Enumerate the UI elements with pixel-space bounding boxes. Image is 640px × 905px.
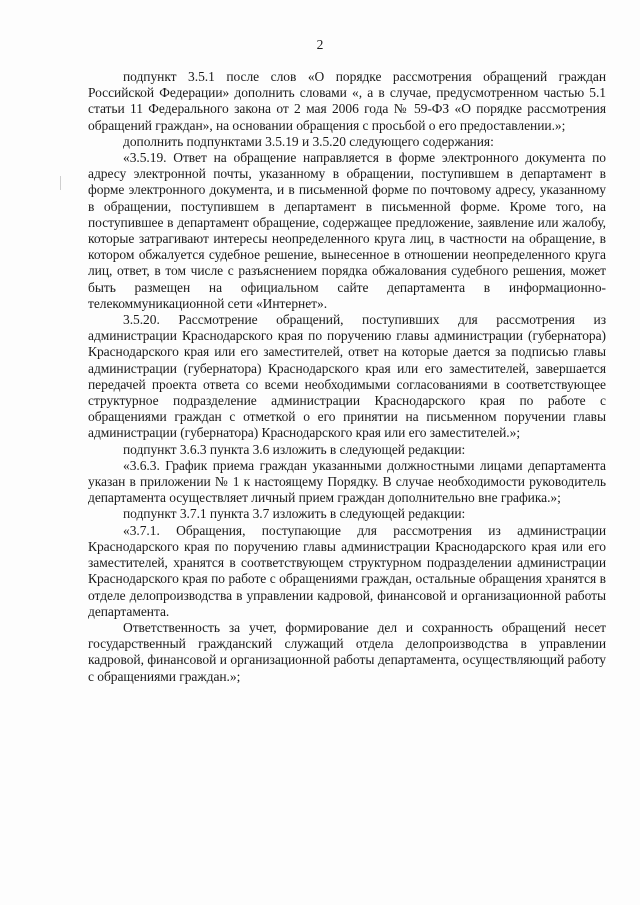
paragraph-responsibility: Ответственность за учет, формирование дел и сохранность обращений несет государственный гражданский служащий отдела делопроизводства в управлении кадровой, финансовой и организационной работы департамента, осуществляющий работу с обращениями граждан.»;: [88, 619, 606, 684]
document-body: [88, 69, 606, 685]
paragraph-subitem-3-6-3-intro: подпункт 3.6.3 пункта 3.6 изложить в следующей редакции:: [123, 441, 466, 457]
paragraph-3-6-3: «3.6.3. График приема граждан указанными должностными лицами департамента указан в приложении № 1 к настоящему Порядку. В случае необходимости руководитель департамента осуществляет личный прием граждан дополнительно вне графика.»;: [88, 457, 606, 506]
paragraph-subitem-3-5-1: подпункт 3.5.1 после слов «О порядке рассмотрения обращений граждан Российской Федерации» дополнить словами «, а в случае, предусмотренном частью 5.1 статьи 11 Федерального закона от 2 мая 2006 года № 59-ФЗ «О порядке рассмотрения обращений граждан», на основании обращения с просьбой о его предоставлении.»;: [88, 69, 606, 133]
paragraph-add-subitems-intro: дополнить подпунктами 3.5.19 и 3.5.20 следующего содержания:: [123, 133, 494, 149]
paragraph-3-7-1: «3.7.1. Обращения, поступающие для рассмотрения из администрации Краснодарского края по поручению главы администрации Краснодарского края или его заместителей, хранятся в соответствующем структурном подразделении администрации Краснодарского края по работе с обращениями граждан, остальные обращения хранятся в отделе делопроизводства в управлении кадровой, финансовой и организационной работы департамента.: [88, 522, 606, 619]
page-number: 2: [316, 37, 324, 52]
margin-mark: [60, 176, 61, 190]
paragraph-3-5-19: «3.5.19. Ответ на обращение направляется в форме электронного документа по адресу электронной почты, указанному в обращении, поступившем в департамент в форме электронного документа, и в письменной форме по почтовому адресу, указанному в обращении, поступившем в департамент в письменной форме. Кроме того, на поступившее в департамент обращение, содержащее предложение, заявление или жалобу, которые затрагивают интересы неопределенного круга лиц, в частности на обращение, в котором обжалуется судебное решение, вынесенное в отношении неопределенного круга лиц, ответ, в том числе с разъяснением порядка обжалования судебного решения, может быть размещен на официальном сайте департамента в информационно-телекоммуникационной сети «Интернет».: [88, 150, 606, 311]
paragraph-subitem-3-7-1-intro: подпункт 3.7.1 пункта 3.7 изложить в следующей редакции:: [123, 506, 466, 522]
paragraph-3-5-20: 3.5.20. Рассмотрение обращений, поступивших для рассмотрения из администрации Краснодарского края по поручению главы администрации (губернатора) Краснодарского края или его заместителей, ответ на которые дается за подписью главы администрации (губернатора) Краснодарского края или его заместителей, завершается передачей проекта ответа со всеми необходимыми согласованиями в соответствующее структурное подразделение администрации Краснодарского края по работе с обращениями граждан с отметкой о его принятии на письменном поручении главы администрации (губернатора) Краснодарского края или его заместителей.»;: [88, 312, 606, 441]
